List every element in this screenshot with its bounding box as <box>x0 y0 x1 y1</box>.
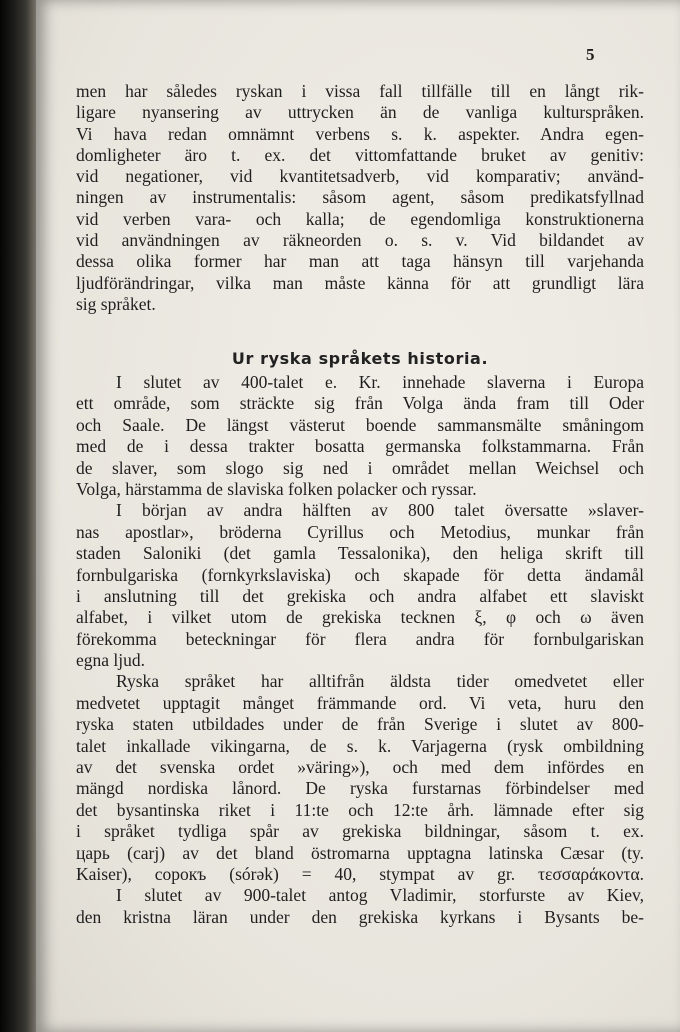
text-line: ljudförändringar, vilka man måste känna för att grundligt lära <box>76 272 644 293</box>
text-line: staden Saloniki (det gamla Tessalonika), den heliga skrift till <box>76 543 644 564</box>
text-line: förekomma beteckningar för flera andra för fornbulgariskan <box>76 628 644 649</box>
text-line: mängd nordiska lånord. De ryska furstarnas förbindelser med <box>76 778 644 799</box>
text-line: den kristna läran under den grekiska kyrkans i Bysants be- <box>76 906 644 927</box>
text-line: domligheter äro t. ex. det vittomfattande bruket av genitiv: <box>76 144 644 165</box>
text-line: I slutet av 400-talet e. Kr. innehade slaverna i Europa <box>116 372 644 392</box>
text-line: fornbulgariska (fornkyrkslaviska) och skapade för detta ändamål <box>76 564 644 585</box>
text-line: Kaiser), сорокъ (sórək) = 40, stympat av gr. τεσσαράκοντα. <box>76 863 644 884</box>
text-line: nas apostlar», bröderna Cyrillus och Metodius, munkar från <box>76 521 644 542</box>
text-line: av det svenska ordet »väring»), och med dem infördes en <box>76 757 644 778</box>
text-line: dessa olika former har man att taga hänsyn till varjehanda <box>76 251 644 272</box>
text-line: med de i dessa trakter bosatta germanska folkstammarna. Från <box>76 436 644 457</box>
text-line: vid användningen av räkneorden o. s. v. Vid bildandet av <box>76 230 644 251</box>
text-line: I början av andra hälften av 800 talet översatte »slaver- <box>116 500 644 521</box>
text-line: ryska staten utbildades under de från Sverige i slutet av 800- <box>76 714 644 735</box>
text-line: ett område, som sträckte sig från Volga ända fram till Oder <box>76 393 644 414</box>
text-line: ningen av instrumentalis: såsom agent, såsom predikatsfyllnad <box>76 187 644 208</box>
text-line: och Saale. De längst västerut boende sammansmälte småningom <box>76 414 644 435</box>
text-line: ligare nyansering av uttrycken än de vanliga kulturspråken. <box>76 102 644 123</box>
text-line: vid verben vara- och kalla; de egendomliga konstruktionerna <box>76 208 644 229</box>
text-line: egna ljud. <box>76 650 146 671</box>
text-line: men har således ryskan i vissa fall tillfälle till en långt rik- <box>76 81 644 101</box>
text-line: medvetet upptagit månget främmande ord. Vi veta, huru den <box>76 692 644 713</box>
text-line: i språket tydliga spår av grekiska bildningar, såsom t. ex. <box>76 821 644 842</box>
text-line: sig språket. <box>76 293 156 314</box>
text-line: Volga, härstamma de slaviska folken polacker och ryssar. <box>76 478 477 499</box>
text-line: i anslutning till det grekiska och andra alfabet ett slaviskt <box>76 585 644 606</box>
text-line: I slutet av 900-talet antog Vladimir, storfurste av Kiev, <box>116 885 644 906</box>
text-line: царь (carj) av det bland östromarna upptagna latinska Cæsar (ty. <box>76 842 644 863</box>
book-page <box>36 0 680 1032</box>
page-number: 5 <box>586 45 595 64</box>
text-line: alfabet, i vilket utom de grekiska tecknen ξ, φ och ω även <box>76 607 644 628</box>
text-line: talet inkallade vikingarna, de s. k. Varjagerna (rysk ombildning <box>76 735 644 756</box>
paragraph-grammar-features <box>76 81 644 315</box>
text-line: vid negationer, vid kvantitetsadverb, vid komparativ; använd- <box>76 166 644 187</box>
section-heading: Ur ryska språkets historia. <box>231 349 489 368</box>
text-line: Vi hava redan omnämnt verbens s. k. aspekter. Andra egen- <box>76 123 644 144</box>
text-line: Ryska språket har alltifrån äldsta tider omedvetet eller <box>116 671 644 692</box>
text-line: det bysantinska riket i 11:te och 12:te årh. lämnade efter sig <box>76 799 644 820</box>
history-section-text <box>76 372 644 928</box>
text-line: de slaver, som slogo sig ned i området mellan Weichsel och <box>76 457 644 478</box>
